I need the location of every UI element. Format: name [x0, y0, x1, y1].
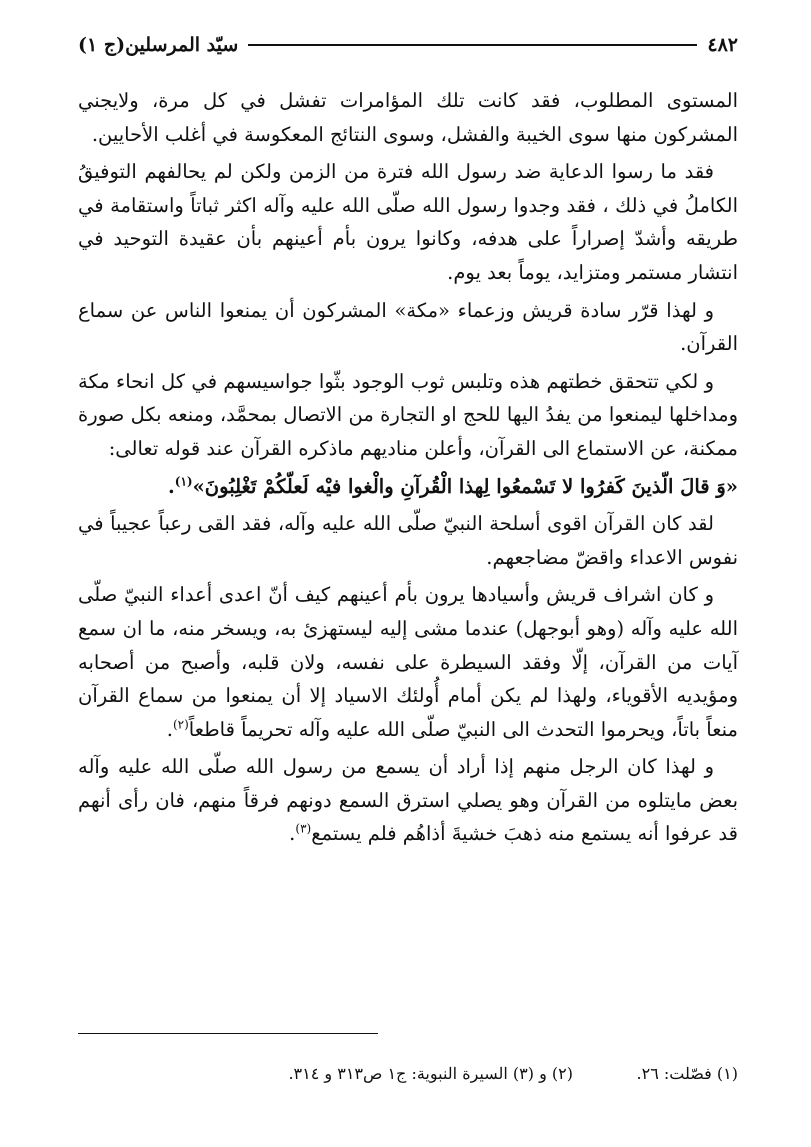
text-line: و كان اشراف قريش وأسيادها يرون بأم أعينهم كيف أنّ اعدى أعداء: [170, 583, 714, 607]
footnote-rule: [78, 1033, 378, 1034]
text-line: منه، ما ان سمع آيات من القرآن، إلّا وفقد السيطرة على نفسه، ولان قلبه،: [78, 616, 738, 674]
text-line: و لهذا قرّر سادة قريش وزعماء «مكة» المشركون أن يمنعوا الناس عن سماع القرآن.: [78, 298, 738, 356]
paragraph-5: [78, 507, 738, 574]
page-number: ٤٨٢: [707, 34, 738, 56]
text-line: انحاء مكة ومداخلها ليمنعوا من يفدُ اليها للحج او التجارة من الاتصال بمحمَّد،: [78, 369, 739, 427]
paragraph-3: [78, 294, 738, 361]
running-header: [78, 26, 738, 64]
paragraph-2: [78, 155, 738, 289]
text-line: الكاملُ في ذلك ، فقد وجدوا رسول الله صلّى الله عليه وآله اكثر ثباتاً واستقامة: [110, 193, 738, 217]
quran-quote: [78, 470, 738, 504]
text-line: عجيباً في نفوس الاعداء واقضّ مضاجعهم.: [78, 512, 738, 569]
text-line: القرآن عند قوله تعالى:: [108, 436, 293, 460]
text-line: المستوى المطلوب، فقد كانت تلك المؤامرات تفشل في كل مرة، ولايجني: [78, 89, 738, 112]
text-line: النبيّ صلّى الله عليه وآله (وهو أبوجهل) عندما مشى إليه ليستهزئ به، ويسخر: [78, 583, 738, 640]
text-line: تحريماً قاطعاً: [188, 717, 293, 741]
text-line: المشركون منها سوى الخيبة والفشل، وسوى النتائج المعكوسة في أغلب الأحايين.: [91, 122, 738, 146]
footnote-marker-2: (٢): [172, 717, 189, 732]
footnote-marker-3: (٣): [295, 821, 312, 836]
text-line: لقد كان القرآن اقوى أسلحة النبيّ صلّى الله عليه وآله، فقد القى رعباً: [158, 512, 714, 536]
paragraph-7: [78, 750, 738, 851]
paragraph-6: [78, 578, 738, 746]
text-line: و لهذا كان الرجل منهم إذا أراد أن يسمع من رسول الله صلّى الله عليه وآله: [78, 755, 714, 779]
sentence-end: .: [289, 822, 296, 846]
text-line: فقد ما رسوا الدعاية ضد رسول الله فترة من الزمن ولكن لم يحالفهم التوفيقُ: [78, 160, 714, 184]
text-line: في طريقه وأشدّ إصراراً على هدفه، وكانوا يرون بأم أعينهم بأن عقيدة التوحيد في: [78, 193, 738, 251]
text-line: يمنعوا من سماع القرآن منعاً باتاً، ويحرموا التحدث الى النبيّ صلّى الله عليه وآله: [78, 684, 738, 741]
book-title: سيّد المرسلين(ج ١): [78, 34, 239, 56]
header-rule: [248, 44, 697, 46]
text-line: وأصبح من أصحابه ومؤيديه الأقوياء، ولهذا لم يكن أمام أُولئك الاسياد إلا أن: [78, 650, 738, 708]
text-line: بعض مايتلوه من القرآن وهو يصلي استرق السمع دونهم فرقاً منهم، فان رأى أنهم: [78, 788, 738, 812]
paragraph-4: [78, 365, 738, 466]
sentence-end: .: [167, 474, 175, 498]
text-line: ومنعه بكل صورة ممكنة، عن الاستماع الى القرآن، وأعلن مناديهم ماذكره: [78, 403, 738, 460]
sentence-end: .: [166, 717, 173, 741]
text-line: قد عرفوا أنه يستمع منه ذهبَ خشيةَ أذاهُم فلم يستمع: [311, 822, 738, 846]
text-line: انتشار مستمر ومتزايد، يوماً بعد يوم.: [447, 260, 738, 284]
book-page: [78, 26, 738, 1126]
footnote-2: (٢) و (٣) السيرة النبوية: ج١ ص٣١٣ و ٣١٤.: [288, 1064, 573, 1083]
footnotes: [78, 1062, 738, 1086]
paragraph-1: [78, 84, 738, 151]
text-line: و لكي تتحقق خطتهم هذه وتلبس ثوب الوجود بثّوا جواسيسهم في كل: [161, 369, 714, 393]
footnote-1: (١) فصّلت: ٢٦.: [636, 1064, 738, 1083]
footnote-marker-1: (١): [174, 474, 193, 489]
quote-line: «وَ قالَ الّذينَ كَفرُوا لا تَسْمعُوا لِهذا الْقُرآنِ والْغوا فيْه لَعلّكُمْ تَغْلِبُونَ»: [192, 474, 738, 498]
body-text: [78, 84, 738, 851]
